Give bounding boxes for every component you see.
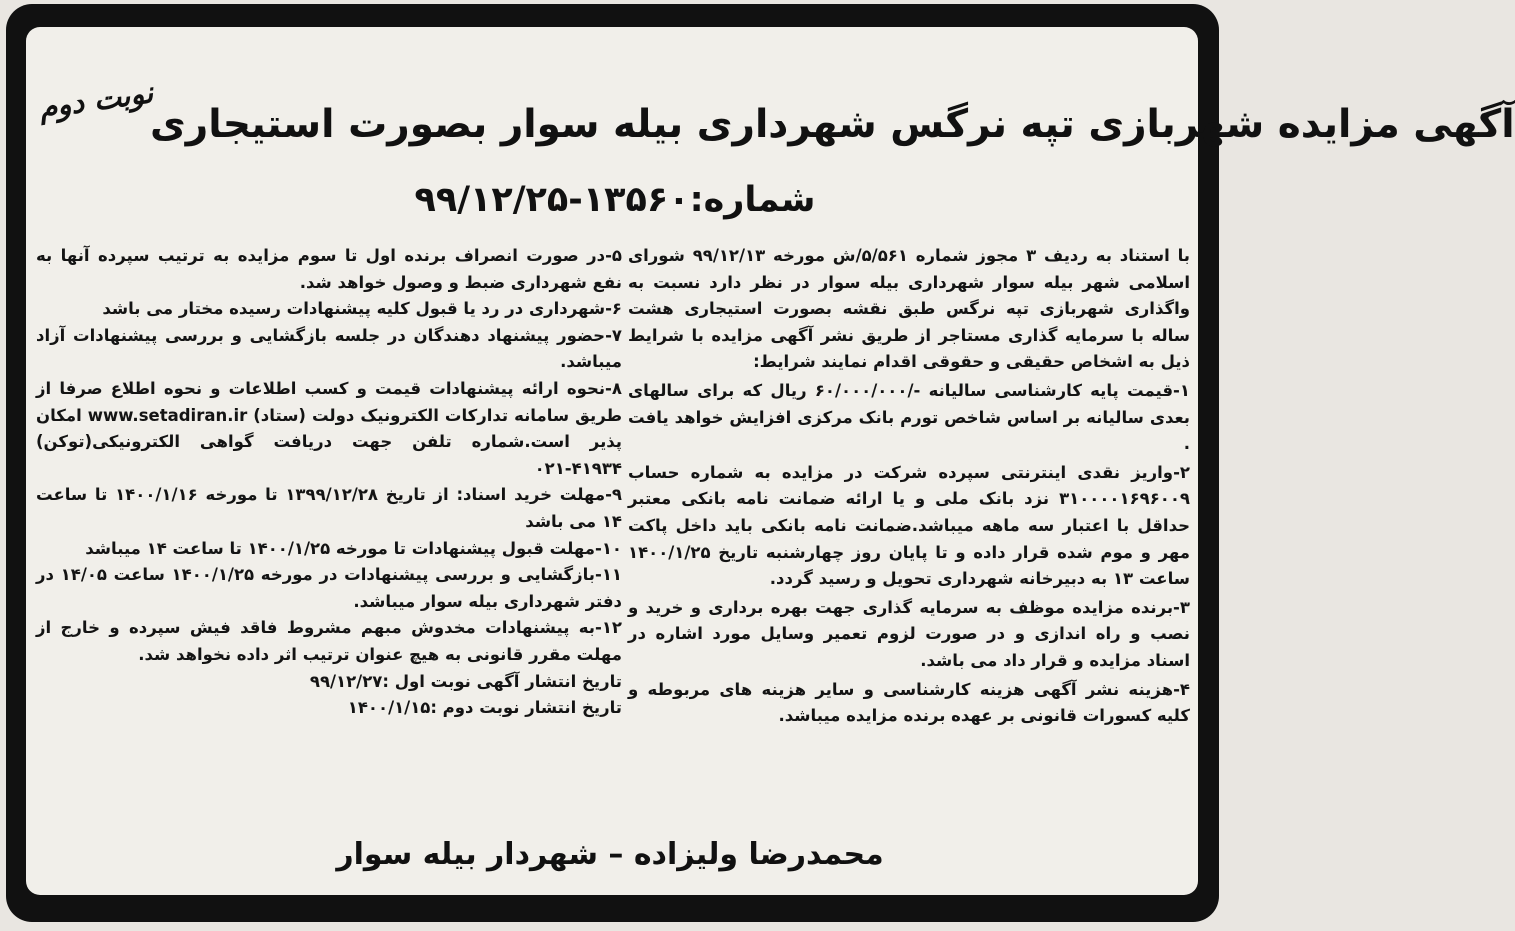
condition-item-1: ۱-قیمت پایه کارشناسی سالیانه -/۶۰/۰۰۰/۰۰۰ ریال که برای سالهای بعدی سالیانه بر اساس شاخص تورم بانک مرکزی افزایش خواهد یافت . [628, 380, 1190, 454]
left-column [36, 243, 622, 722]
condition-item-6: ۶-شهرداری در رد یا قبول کلیه پیشنهادات رسیده مختار می باشد [102, 299, 622, 319]
right-column [628, 243, 1190, 730]
first-publication-date: تاریخ انتشار آگهی نوبت اول :۹۹/۱۲/۲۷ [309, 671, 622, 691]
intro-paragraph: با استناد به ردیف ۳ مجوز شماره ۵/۵۶۱/ش مورخه ۹۹/۱۲/۱۳ شورای اسلامی شهر بیله سوار شهرداری بیله سوار در نظر دارد نسبت به واگذاری شهربازی تپه نرگس طبق نقشه بصورت استیجاری هشت ساله با سرمایه گذاری مستاجر از طریق نشر آگهی مزایده با شرایط ذیل به اشخاص حقیقی و حقوقی اقدام نمایند شرایط: [628, 246, 1190, 372]
condition-item-10: ۱۰-مهلت قبول پیشنهادات تا مورخه ۱۴۰۰/۱/۲۵ تا ساعت ۱۴ میباشد [85, 538, 622, 558]
ad-title: آگهی مزایده شهربازی تپه نرگس شهرداری بیله سوار بصورت استیجاری [150, 102, 1515, 147]
condition-item-3: ۳-برنده مزایده موظف به سرمایه گذاری جهت بهره برداری و خرید و نصب و راه اندازی و در صورت لزوم تعمیر وسایل مورد اشاره در اسناد مزایده و قرار داد می باشد. [628, 597, 1190, 670]
mayor-signature: محمدرضا ولیزاده – شهردار بیله سوار [336, 837, 884, 872]
ad-number: شماره:۱۳۵۶۰-۹۹/۱۲/۲۵ [414, 180, 816, 220]
badge-text: نوبت دوم [36, 75, 156, 125]
second-publication-date: تاریخ انتشار نوبت دوم :۱۴۰۰/۱/۱۵ [347, 698, 622, 718]
condition-item-7: ۷-حضور پیشنهاد دهندگان در جلسه بازگشایی و بررسی پیشنهادات آزاد میباشد. [36, 325, 622, 372]
condition-item-12: ۱۲-به پیشنهادات مخدوش مبهم مشروط فاقد فیش سپرده و خارج از مهلت مقرر قانونی به هیچ عنوان ترتیب اثر داده نخواهد شد. [36, 618, 622, 664]
condition-item-8: ۸-نحوه ارائه پیشنهادات قیمت و کسب اطلاعات و نحوه اطلاع صرفا از طریق سامانه تدارکات الکترونیک دولت (ستاد) www.setadiran.ir امکان پذیر است.شماره تلفن جهت دریافت گواهی الکترونیکی(توکن) ۴۱۹۳۴-۰۲۱ [36, 378, 623, 478]
condition-item-4: ۴-هزینه نشر آگهی هزینه کارشناسی و سایر هزینه های مربوطه و کلیه کسورات قانونی بر عهده برنده مزایده میباشد. [628, 679, 1190, 726]
condition-item-11: ۱۱-بازگشایی و بررسی پیشنهادات در مورخه ۱۴۰۰/۱/۲۵ ساعت ۱۴/۰۵ در دفتر شهرداری بیله سوار میباشد. [36, 565, 622, 611]
condition-item-9: ۹-مهلت خرید اسناد: از تاریخ ۱۳۹۹/۱۲/۲۸ تا مورخه ۱۴۰۰/۱/۱۶ تا ساعت ۱۴ می باشد [36, 485, 622, 531]
condition-item-2: ۲-واریز نقدی اینترنتی سپرده شرکت در مزایده به شماره حساب ۳۱۰۰۰۰۱۶۹۶۰۰۹ نزد بانک ملی و یا ارائه ضمانت نامه بانکی معتبر حداقل با اعتبار سه ماهه میباشد.ضمانت نامه بانکی باید داخل پاکت مهر و موم شده قرار داده و تا پایان روز چهارشنبه تاریخ ۱۴۰۰/۱/۲۵ ساعت ۱۳ به دبیرخانه شهرداری تحویل و رسید گردد. [628, 462, 1190, 589]
condition-item-5: ۵-در صورت انصراف برنده اول تا سوم مزایده به ترتیب سپرده آنها به نفع شهرداری ضبط و وصول خواهد شد. [36, 246, 622, 292]
